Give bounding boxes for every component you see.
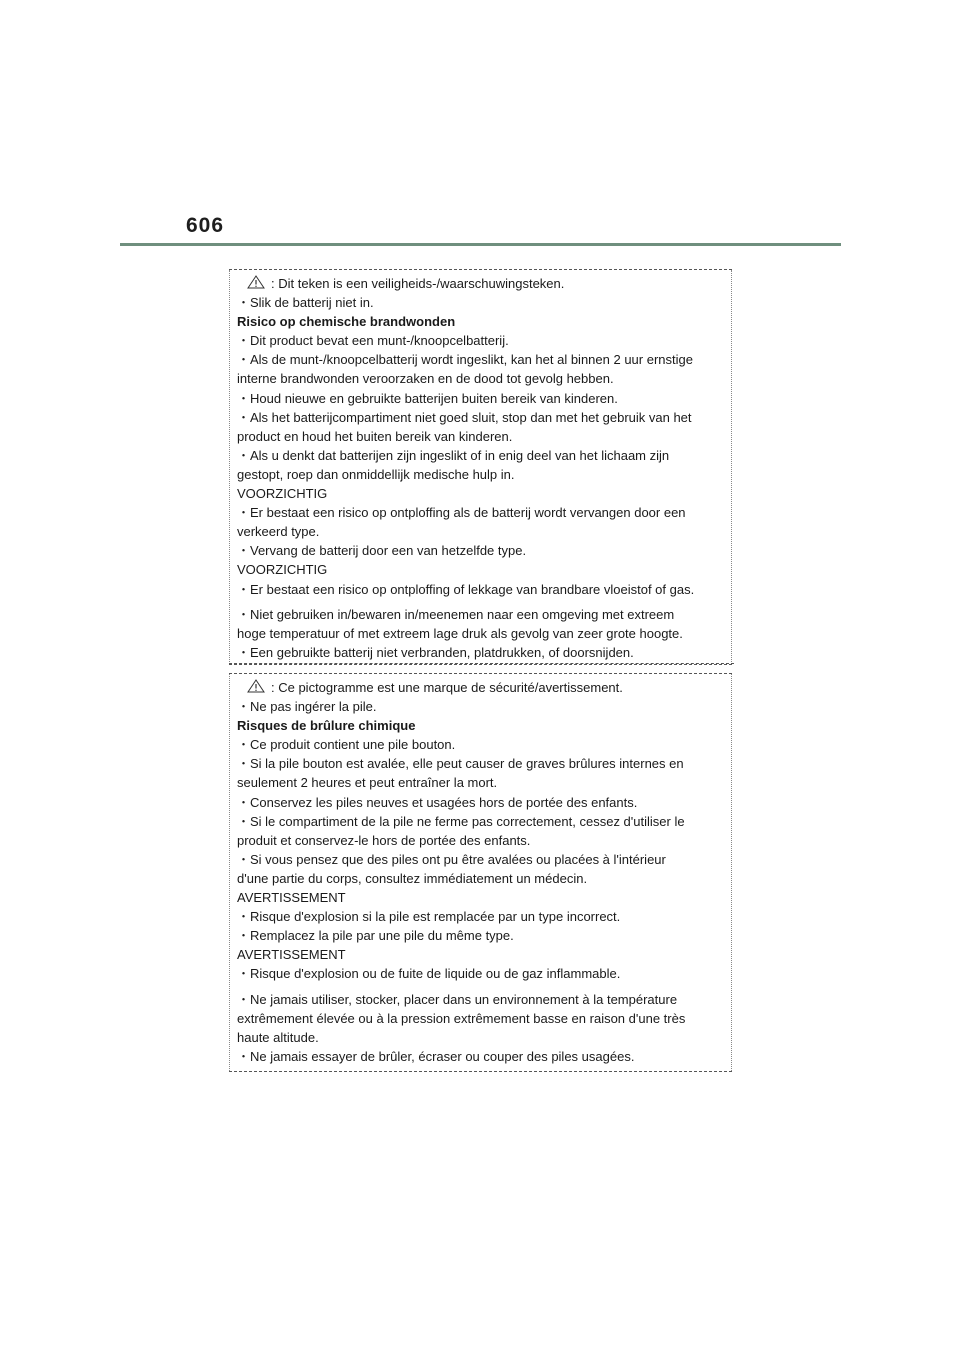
text-line: haute altitude. [237, 1029, 319, 1045]
warning-heading: AVERTISSEMENT [237, 890, 346, 906]
text-line: ・Niet gebruiken in/bewaren in/meenemen naar een omgeving met extreem [237, 606, 675, 622]
text-line: ・Si vous pensez que des piles ont pu être avalées ou placées à l'intérieur [237, 851, 666, 867]
warning-box-dutch [229, 269, 732, 665]
text-line: ・Als het batterijcompartiment niet goed sluit, stop dan met het gebruik van het [237, 409, 692, 425]
warning-box-french [229, 673, 732, 1072]
text-line: interne brandwonden veroorzaken en de dood tot gevolg hebben. [237, 371, 614, 387]
caution-heading: VOORZICHTIG [237, 486, 328, 502]
text-line: hoge temperatuur of met extreem lage druk als gevolg van zeer grote hoogte. [237, 625, 683, 641]
text-line: d'une partie du corps, consultez immédiatement un médecin. [237, 870, 588, 886]
text-line: gestopt, roep dan onmiddellijk medische hulp in. [237, 466, 515, 482]
warning-triangle-icon [247, 275, 265, 289]
text-line: ・Dit product bevat een munt-/knoopcelbatterij. [237, 333, 509, 349]
text-line: ・Houd nieuwe en gebruikte batterijen buiten bereik van kinderen. [237, 390, 618, 406]
text-line: ・Ne jamais utiliser, stocker, placer dans un environnement à la température [237, 991, 678, 1007]
text-line: product en houd het buiten bereik van kinderen. [237, 428, 513, 444]
text-line: ・Vervang de batterij door een van hetzelfde type. [237, 543, 527, 559]
section-heading: Risico op chemische brandwonden [237, 314, 456, 330]
text-line: verkeerd type. [237, 524, 320, 540]
caution-heading: VOORZICHTIG [237, 562, 328, 578]
text-line: ・Er bestaat een risico op ontploffing of lekkage van brandbare vloeistof of gas. [237, 581, 695, 597]
section-heading: Risques de brûlure chimique [237, 718, 416, 734]
text-line: ・Si la pile bouton est avalée, elle peut causer de graves brûlures internes en [237, 756, 684, 772]
symbol-note-line [237, 678, 724, 697]
warning-content-dutch [237, 274, 724, 662]
warning-heading: AVERTISSEMENT [237, 947, 346, 963]
text-line: ・Als de munt-/knoopcelbatterij wordt ingeslikt, kan het al binnen 2 uur ernstige [237, 352, 693, 368]
box-separator [229, 663, 734, 664]
page-number: 606 [186, 214, 225, 237]
box-left-border [229, 270, 230, 664]
text-line: ・Er bestaat een risico op ontploffing als de batterij wordt vervangen door een [237, 505, 686, 521]
text-line: ・Een gebruikte batterij niet verbranden, platdrukken, of doorsnijden. [237, 644, 634, 660]
text-line: ・Remplacez la pile par une pile du même type. [237, 928, 514, 944]
text-line: ・Ce produit contient une pile bouton. [237, 737, 456, 753]
text-line: ・Ne pas ingérer la pile. [237, 699, 377, 715]
symbol-note-line [237, 274, 724, 293]
warning-triangle-icon [247, 679, 265, 693]
box-right-border [731, 270, 732, 664]
header-rule [120, 243, 841, 246]
box-left-border [229, 674, 230, 1071]
text-line: ・Risque d'explosion ou de fuite de liquide ou de gaz inflammable. [237, 966, 621, 982]
text-line: ・Conservez les piles neuves et usagées hors de portée des enfants. [237, 794, 638, 810]
box-right-border [731, 674, 732, 1071]
symbol-note-text: : Ce pictogramme est une marque de sécurité/avertissement. [271, 680, 623, 695]
text-line: ・Risque d'explosion si la pile est remplacée par un type incorrect. [237, 909, 621, 925]
text-line: produit et conservez-le hors de portée des enfants. [237, 832, 531, 848]
symbol-note-text: : Dit teken is een veiligheids-/waarschuwingsteken. [271, 276, 565, 291]
text-line: extrêmement élevée ou à la pression extrêmement basse en raison d'une très [237, 1010, 686, 1026]
text-line: ・Si le compartiment de la pile ne ferme pas correctement, cessez d'utiliser le [237, 813, 685, 829]
text-line: seulement 2 heures et peut entraîner la mort. [237, 775, 498, 791]
text-line: ・Slik de batterij niet in. [237, 295, 374, 311]
warning-content-french [237, 678, 724, 1066]
text-line: ・Als u denkt dat batterijen zijn ingeslikt of in enig deel van het lichaam zijn [237, 447, 670, 463]
text-line: ・Ne jamais essayer de brûler, écraser ou couper des piles usagées. [237, 1048, 635, 1064]
